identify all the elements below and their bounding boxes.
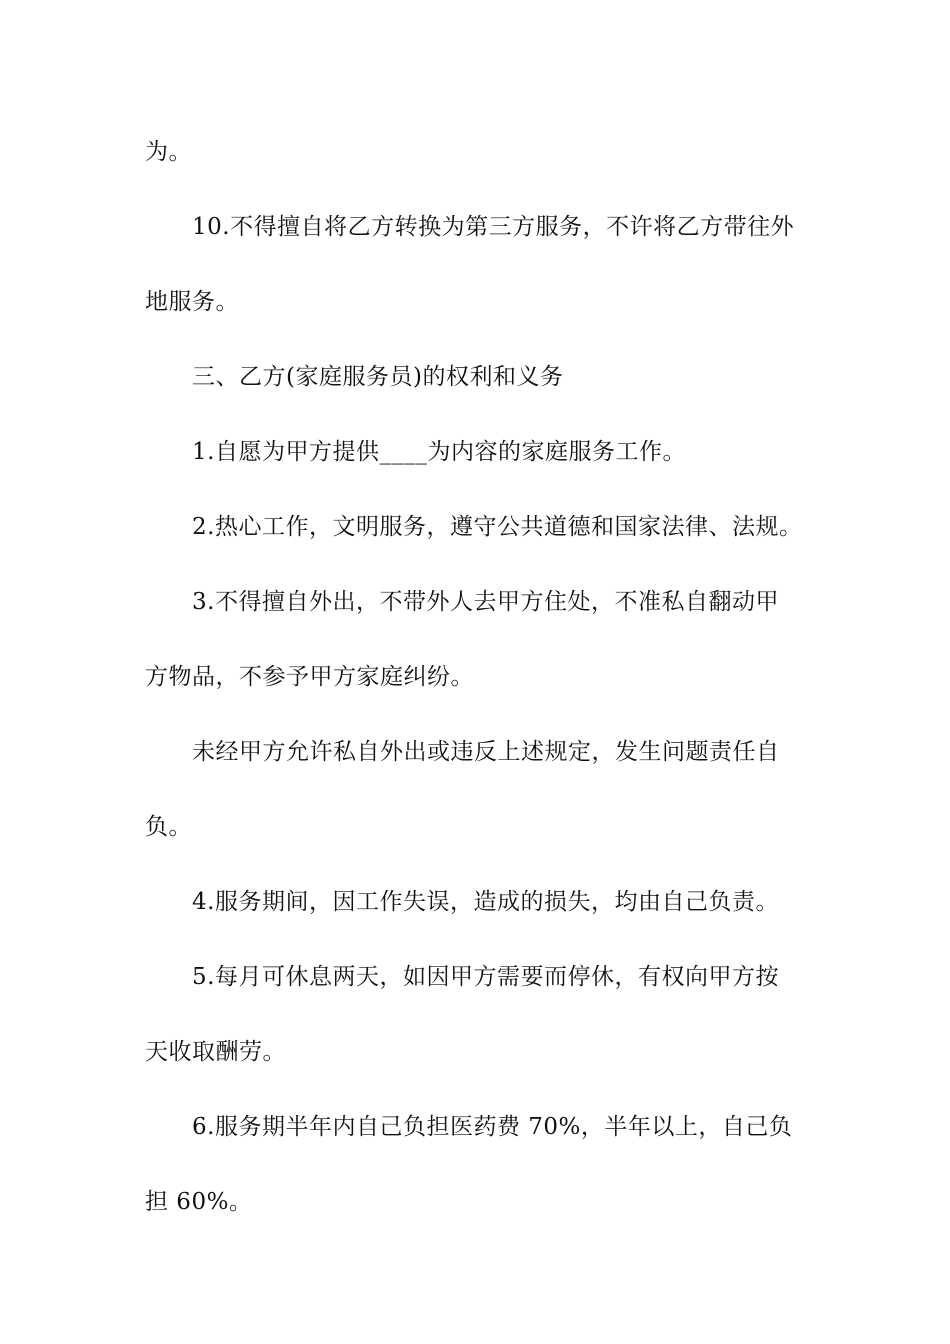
text-line: 6.服务期半年内自己负担医药费 70%，半年以上，自己负 — [192, 1114, 793, 1140]
text-line: 地服务。 — [145, 289, 239, 315]
section-heading: 三、乙方(家庭服务员)的权利和义务 — [192, 364, 564, 390]
text-line: 1.自愿为甲方提供____为内容的家庭服务工作。 — [192, 439, 686, 465]
text-line: 10.不得擅自将乙方转换为第三方服务，不许将乙方带往外 — [192, 214, 795, 240]
text-line: 4.服务期间，因工作失误，造成的损失，均由自己负责。 — [192, 889, 779, 915]
text-line: 3.不得擅自外出，不带外人去甲方住处，不准私自翻动甲 — [192, 589, 779, 615]
text-line: 2.热心工作，文明服务，遵守公共道德和国家法律、法规。 — [192, 514, 803, 540]
text-line: 方物品，不参予甲方家庭纠纷。 — [145, 664, 474, 690]
text-line: 天收取酬劳。 — [145, 1039, 286, 1065]
text-line: 未经甲方允许私自外出或违反上述规定，发生问题责任自 — [192, 739, 780, 765]
text-line: 为。 — [145, 139, 192, 165]
text-line: 5.每月可休息两天，如因甲方需要而停休，有权向甲方按 — [192, 964, 779, 990]
text-line: 担 60%。 — [145, 1189, 253, 1215]
text-line: 负。 — [145, 814, 192, 840]
